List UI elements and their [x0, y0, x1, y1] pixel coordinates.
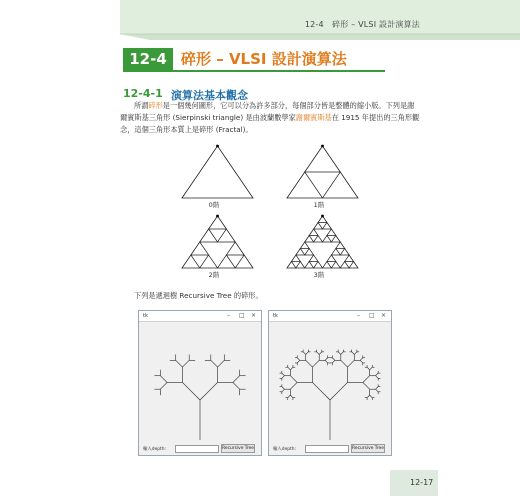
- triangle-caption-2: 2階: [208, 271, 220, 279]
- tree-branch: [218, 360, 225, 367]
- tree-branch: [312, 360, 319, 367]
- tree-branch: [330, 382, 348, 400]
- window-titlebar[interactable]: [139, 311, 261, 322]
- close-icon[interactable]: ×: [251, 312, 257, 319]
- sierpinski-order-2: [180, 213, 255, 270]
- tk-window-depth-4: [138, 310, 262, 456]
- tree-branch: [338, 352, 341, 355]
- tree-branch: [312, 382, 330, 400]
- outer-triangle: [182, 146, 253, 198]
- tree-branch: [317, 352, 320, 355]
- turtle-marker: [216, 215, 219, 218]
- tree-branch: [363, 382, 370, 389]
- turtle-marker: [321, 215, 324, 218]
- tree-branch: [376, 387, 379, 390]
- inner-triangle: [327, 236, 336, 243]
- inner-triangle: [309, 236, 318, 243]
- tree-branch: [290, 376, 297, 383]
- tree-branch: [352, 352, 355, 355]
- tree-branch: [303, 352, 306, 355]
- inner-triangle: [318, 223, 327, 230]
- intro-text-2: 是一個幾何圖形，它可以分為許多部分，每個部分皆是整體的縮小版。下列是謝爾賓斯基三角形 (Sierpinski triangle) 是由波蘭數學家: [120, 101, 415, 122]
- depth-input[interactable]: [305, 445, 349, 453]
- tree-branch: [288, 395, 291, 398]
- tree-branch: [160, 382, 167, 389]
- inner-triangle: [336, 249, 345, 256]
- triangle-caption-0: 0階: [208, 201, 220, 209]
- intro-highlight-fractal: 碎形: [148, 101, 163, 110]
- tree-branch: [360, 360, 363, 363]
- inner-triangle: [327, 262, 336, 269]
- tree-branch: [182, 382, 200, 400]
- tree-branch: [376, 389, 379, 392]
- chapter-rule: [123, 70, 385, 72]
- tree-branch: [376, 373, 379, 376]
- sierpinski-order-1: [285, 143, 360, 200]
- tree-branch: [363, 376, 370, 383]
- running-head: 12-4 碎形 – VLSI 設計演算法: [304, 20, 420, 29]
- tree-branch: [200, 382, 218, 400]
- tree-branch: [367, 395, 370, 398]
- maximize-icon[interactable]: □: [369, 312, 375, 319]
- tree-branch: [370, 367, 373, 370]
- tree-branch: [233, 382, 240, 389]
- tree-branch: [306, 352, 309, 355]
- tree-branch: [290, 382, 297, 389]
- tree-branch: [233, 376, 240, 383]
- inner-triangle: [305, 172, 341, 198]
- tree-branch: [211, 360, 218, 367]
- tree-branch: [332, 358, 335, 361]
- inner-triangle: [300, 249, 309, 256]
- turtle-marker: [321, 145, 324, 148]
- intro-paragraph: [120, 100, 420, 136]
- chapter-badge: 12-4: [123, 48, 173, 70]
- tree-branch: [332, 360, 335, 363]
- tree-branch: [325, 358, 328, 361]
- tree-branch: [290, 367, 293, 370]
- maximize-icon[interactable]: □: [239, 312, 245, 319]
- tree-branch: [341, 352, 344, 355]
- section-title: 演算法基本觀念: [171, 89, 248, 102]
- triangle-caption-1: 1階: [313, 201, 325, 209]
- inner-triangle: [309, 262, 318, 269]
- tk-window-depth-6: [268, 310, 392, 456]
- inner-triangle: [209, 229, 227, 242]
- tree-canvas: [139, 322, 261, 443]
- depth-input[interactable]: [175, 445, 219, 453]
- tree-branch: [182, 360, 189, 367]
- window-controls: [139, 443, 261, 455]
- intro-highlight-sierpinski: 謝爾賓斯基: [295, 113, 332, 122]
- page-number: 12-17: [410, 478, 434, 487]
- window-titlebar[interactable]: [269, 311, 391, 322]
- tree-branch: [319, 352, 322, 355]
- tree-branch: [297, 360, 300, 363]
- window-title: tk: [143, 313, 148, 319]
- tree-branch: [282, 387, 285, 390]
- tree-branch: [360, 358, 363, 361]
- tree-branch: [290, 395, 293, 398]
- turtle-marker: [216, 145, 219, 148]
- section-number: 12-4-1: [123, 87, 163, 100]
- tree-branch: [376, 376, 379, 379]
- tree-branch: [348, 360, 355, 367]
- inner-triangle: [191, 255, 209, 268]
- tree-branch: [367, 367, 370, 370]
- recursive-tree-button[interactable]: Recursive Tree: [222, 446, 254, 451]
- tree-branch: [176, 360, 183, 367]
- tree-branch: [325, 360, 328, 363]
- tree-branch: [297, 358, 300, 361]
- depth-label: 輸入depth:: [273, 447, 297, 452]
- tree-branch: [288, 367, 291, 370]
- tree-branch: [370, 395, 373, 398]
- window-title: tk: [273, 313, 278, 319]
- tree-branch: [282, 376, 285, 379]
- tree-branch: [341, 360, 348, 367]
- tree-paragraph: 下列是遞迴樹 Recursive Tree 的碎形。: [134, 291, 263, 300]
- tree-branch: [306, 360, 313, 367]
- minimize-icon[interactable]: –: [227, 312, 230, 319]
- minimize-icon[interactable]: –: [357, 312, 360, 319]
- tree-branch: [160, 376, 167, 383]
- recursive-tree-button[interactable]: Recursive Tree: [352, 446, 384, 451]
- depth-label: 輸入depth:: [143, 447, 167, 452]
- chapter-title: 碎形 – VLSI 設計演算法: [181, 50, 347, 68]
- triangle-caption-3: 3階: [313, 271, 325, 279]
- sierpinski-order-0: [180, 143, 255, 200]
- sierpinski-order-3: [285, 213, 360, 270]
- inner-triangle: [226, 255, 244, 268]
- inner-triangle: [345, 262, 354, 269]
- intro-text-3: 在 1915 年提出的三角形觀念，這個三角形本質上是碎形 (Fractal)。: [120, 113, 420, 134]
- inner-triangle: [291, 262, 300, 269]
- intro-text-1: 所謂: [134, 101, 149, 110]
- close-icon[interactable]: ×: [381, 312, 387, 319]
- window-controls: [269, 443, 391, 455]
- tree-branch: [282, 389, 285, 392]
- tree-branch: [282, 373, 285, 376]
- tree-branch: [354, 352, 357, 355]
- tree-canvas: [269, 322, 391, 443]
